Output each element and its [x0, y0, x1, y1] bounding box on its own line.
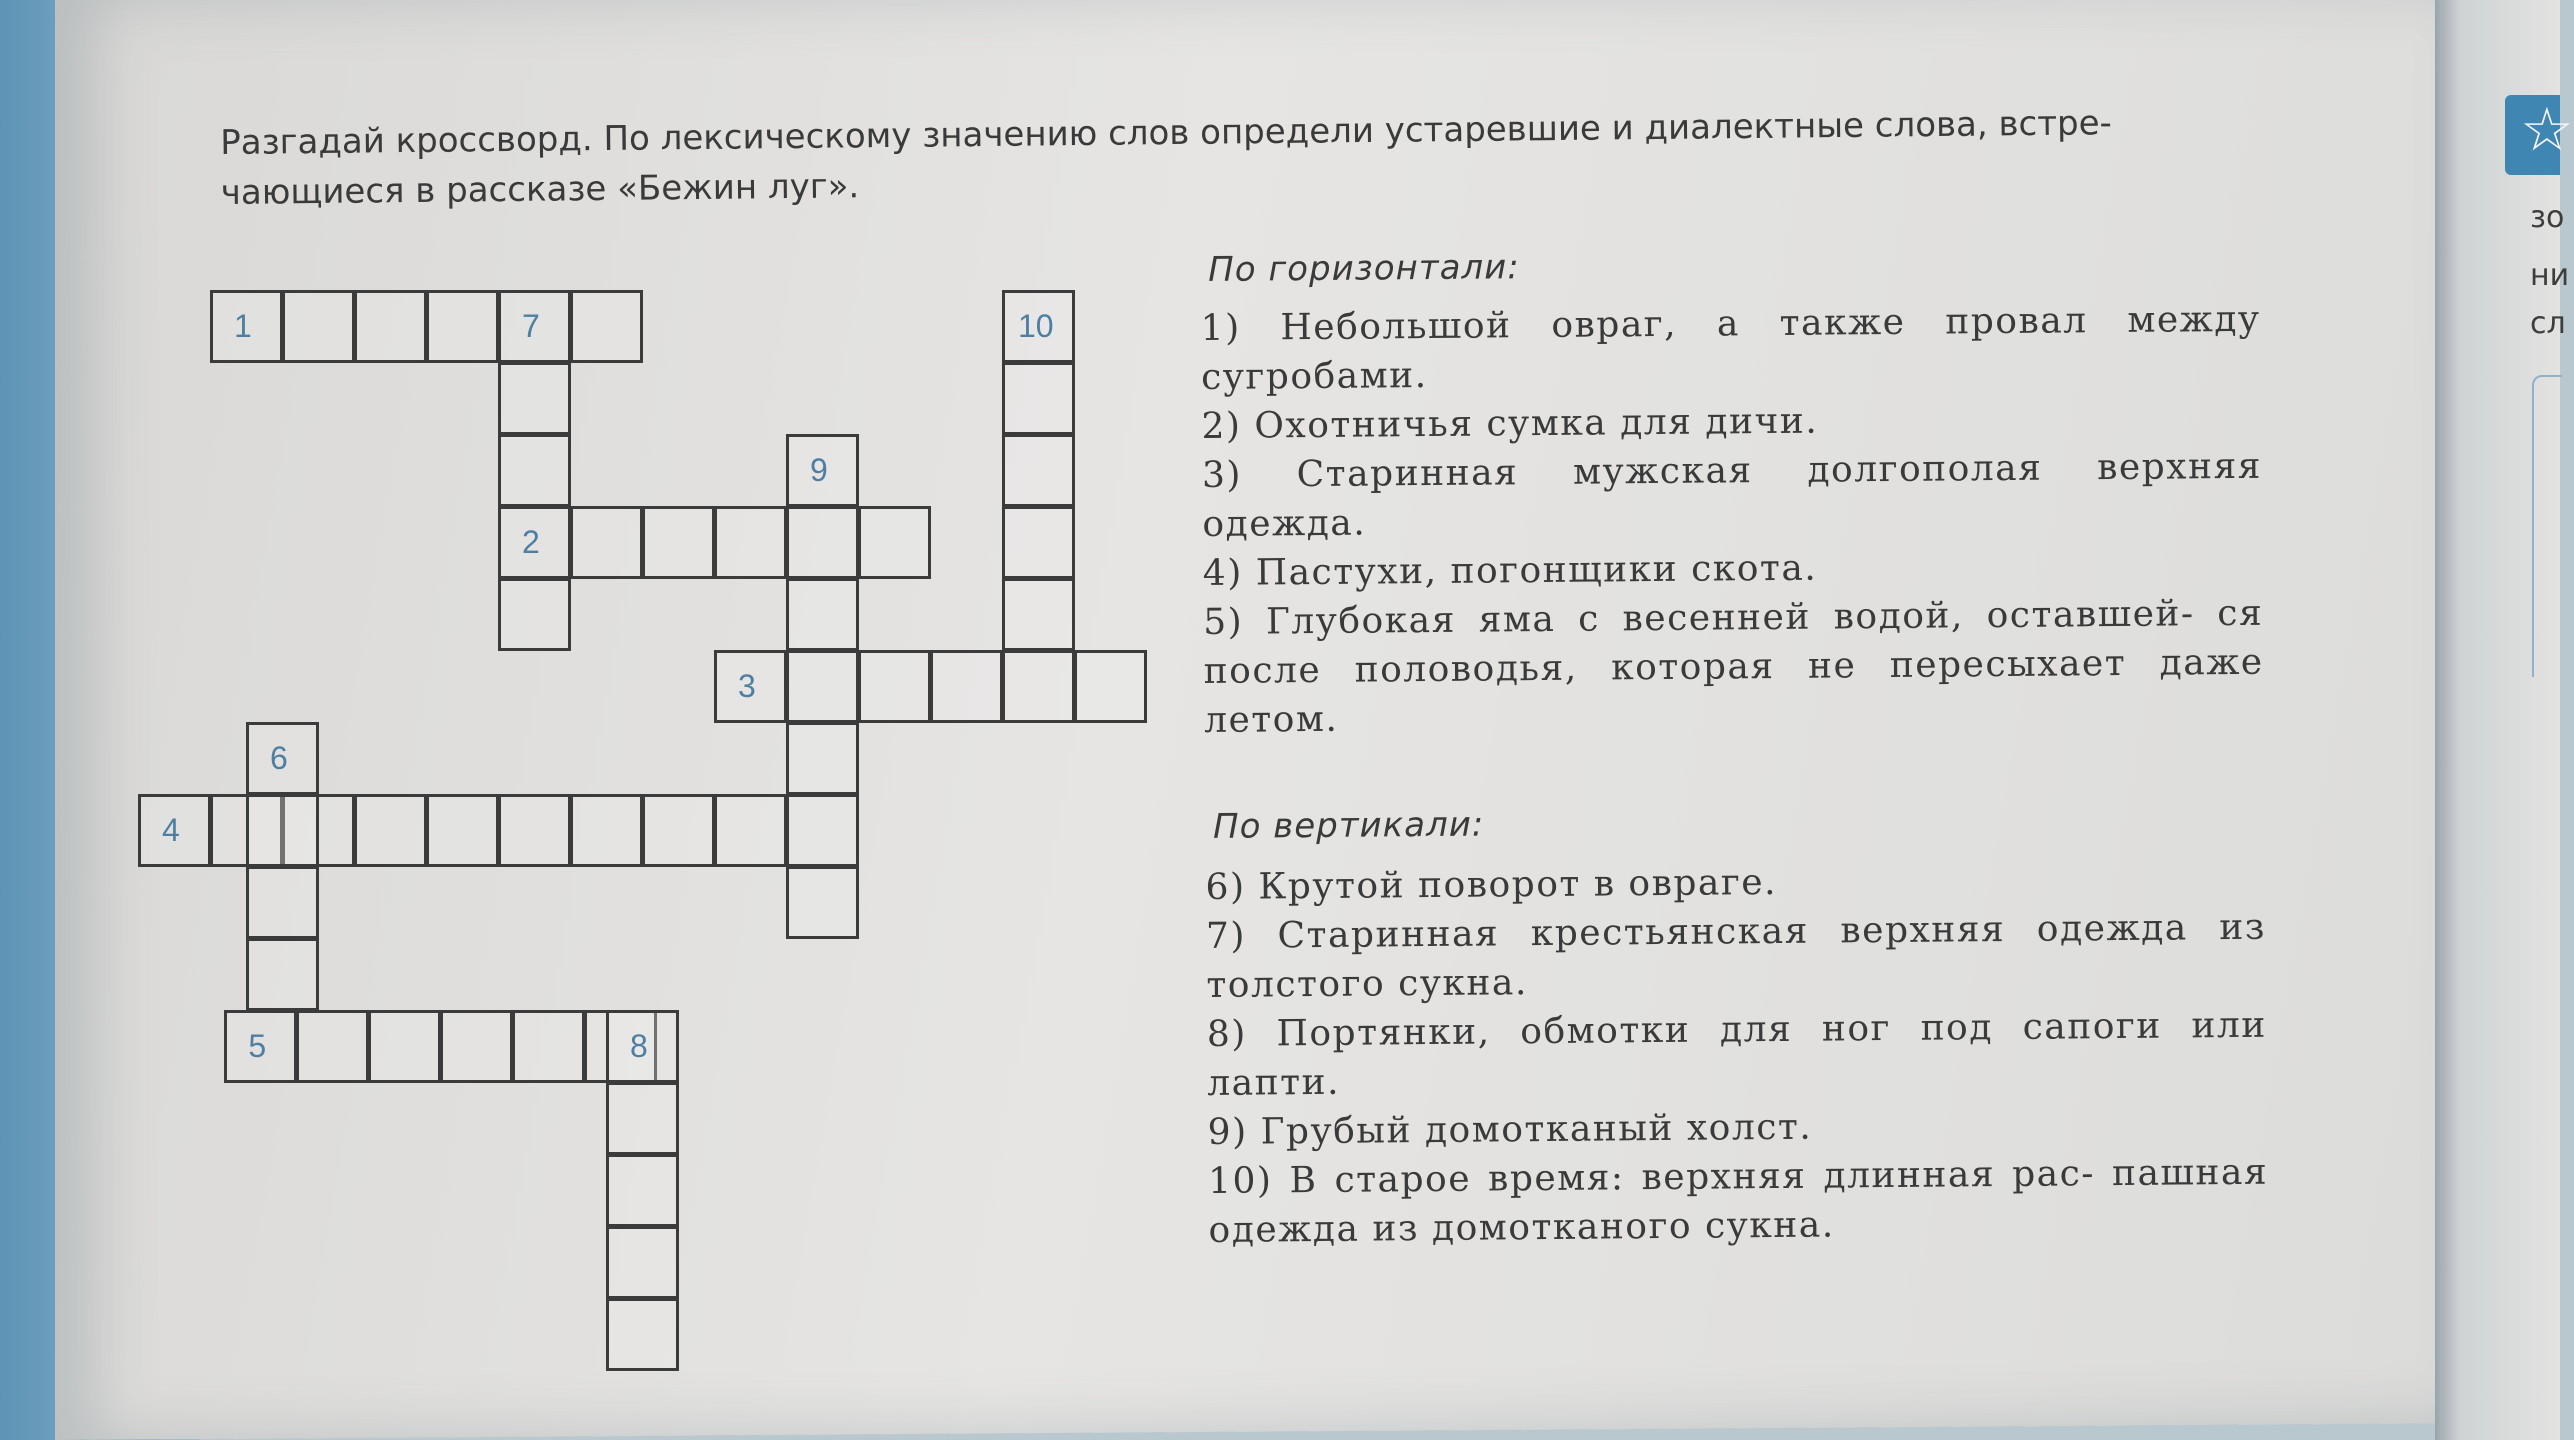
- crossword-cell: [606, 1298, 679, 1371]
- clue-9: 9) Грубый домотканый холст.: [1207, 1106, 1813, 1153]
- crossword-cell: [786, 794, 859, 867]
- crossword-cell: [858, 506, 931, 579]
- crossword-cell: [246, 866, 319, 939]
- crossword-cell: [368, 1010, 441, 1083]
- crossword-cell: [498, 578, 571, 651]
- crossword-cell: [1002, 362, 1075, 435]
- clue-10: 10) В старое время: верхняя длинная рас- пашная одежда из домотканого сукна.: [1207, 1151, 2269, 1251]
- crossword-number-9: 9: [810, 452, 828, 488]
- crossword-cell: [786, 650, 859, 723]
- crossword-cell: [1002, 650, 1075, 723]
- crossword-cell: [606, 1082, 679, 1155]
- crossword-number-10: 10: [1018, 308, 1054, 344]
- horizontal-clues: [1200, 295, 2264, 745]
- crossword-number-4: 4: [162, 812, 180, 848]
- crossword-cell: [426, 794, 499, 867]
- next-page-fragment: зо: [2530, 200, 2565, 235]
- clue-8: 8) Портянки, обмотки для ног под сапоги или лапти.: [1206, 1004, 2267, 1104]
- crossword-cell: [426, 290, 499, 363]
- crossword-cell: [440, 1010, 513, 1083]
- task-line: чающиеся в рассказе «Бежин луг».: [220, 166, 860, 213]
- crossword-cell: [642, 506, 715, 579]
- next-page-frame: [2532, 375, 2562, 677]
- crossword-cell: [786, 866, 859, 939]
- clues-panel: [1200, 241, 2269, 1255]
- crossword-cell: [930, 650, 1003, 723]
- crossword-cell: [1002, 506, 1075, 579]
- crossword-cell: [246, 938, 319, 1011]
- next-page-fragment: сл: [2530, 306, 2566, 341]
- crossword-cell: [296, 1010, 369, 1083]
- crossword-cell: [606, 1226, 679, 1299]
- crossword-cell: [282, 290, 355, 363]
- crossword-cell: [642, 794, 715, 867]
- crossword-cell: [498, 794, 571, 867]
- horizontal-heading: По горизонтали:: [1207, 247, 1520, 290]
- crossword-number-3: 3: [738, 668, 756, 704]
- vertical-clues: [1205, 854, 2268, 1255]
- crossword-number-6: 6: [270, 740, 288, 776]
- task-line: Разгадай кроссворд. По лексическому значению слов определи устаревшие и диалектные слова, встре-: [220, 103, 2113, 163]
- crossword-number-8: 8: [630, 1028, 648, 1064]
- clue-4: 4) Пастухи, погонщики скота.: [1202, 547, 1818, 594]
- crossword-cell: [714, 506, 787, 579]
- crossword-cell: [498, 362, 571, 435]
- crossword-cell: [498, 434, 571, 507]
- crossword-cell: [246, 794, 319, 867]
- crossword-cell: [1074, 650, 1147, 723]
- crossword-cell: [786, 722, 859, 795]
- vertical-heading: По вертикали:: [1212, 804, 1485, 847]
- crossword-cell: [354, 794, 427, 867]
- clue-6: 6) Крутой поворот в овраге.: [1205, 861, 1778, 908]
- crossword-number-1: 1: [234, 308, 252, 344]
- crossword-cell: [354, 290, 427, 363]
- clue-2: 2) Охотничья сумка для дичи.: [1201, 400, 1819, 447]
- crossword-cell: [570, 794, 643, 867]
- crossword-cell: [570, 506, 643, 579]
- star-icon: ☆: [2520, 95, 2574, 165]
- crossword-cell: [786, 578, 859, 651]
- crossword-cell: [714, 794, 787, 867]
- crossword-cell: [1002, 578, 1075, 651]
- clue-3: 3) Старинная мужская долгополая верхняя одежда.: [1201, 445, 2263, 545]
- crossword-cell: [858, 650, 931, 723]
- clue-7: 7) Старинная крестьянская верхняя одежда из толстого сукна.: [1205, 906, 2267, 1006]
- crossword-number-7: 7: [522, 308, 540, 344]
- crossword-cell: [786, 506, 859, 579]
- next-page-fragment: ни: [2530, 258, 2570, 293]
- crossword-cell: [1002, 434, 1075, 507]
- clue-5: 5) Глубокая яма с весенней водой, оставшей- ся после половодья, которая не пересыхает даже летом.: [1203, 592, 2264, 741]
- crossword-cell: [512, 1010, 585, 1083]
- crossword-number-5: 5: [248, 1028, 267, 1064]
- crossword-cell: [606, 1154, 679, 1227]
- clue-1: 1) Небольшой овраг, а также провал между сугробами.: [1200, 298, 2261, 398]
- crossword-grid: [0, 0, 1180, 1440]
- crossword-number-2: 2: [522, 524, 540, 560]
- crossword-cell: [570, 290, 643, 363]
